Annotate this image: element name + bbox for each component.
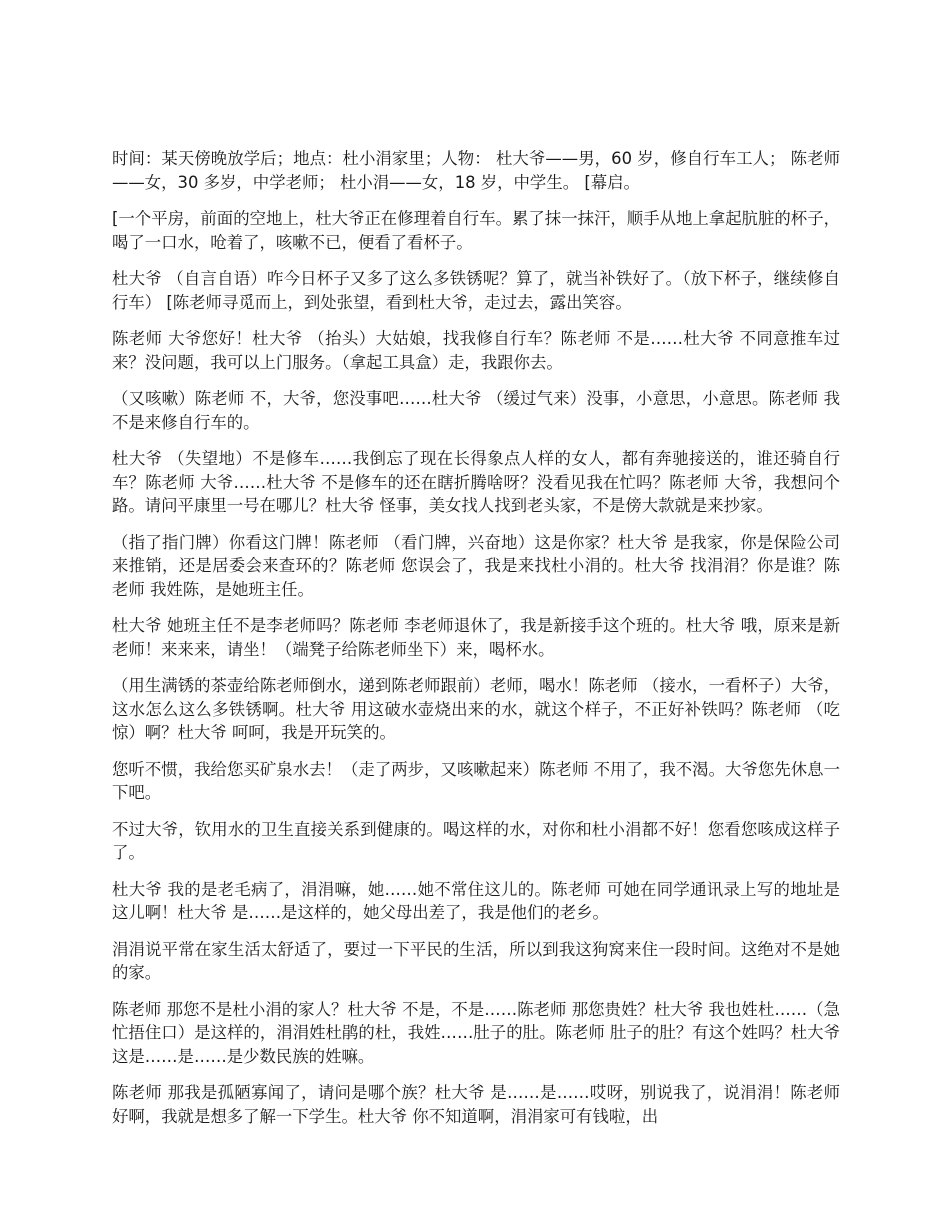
paragraph-3: 杜大爷 （自言自语）咋今日杯子又多了这么多铁锈呢？算了，就当补铁好了。（放下杯子，继续修自行车） [陈老师寻觅而上，到处张望，看到杜大爷，走过去，露出笑容。 <box>112 269 840 312</box>
paragraph-15: 陈老师 那我是孤陋寡闻了，请问是哪个族？杜大爷 是……是……哎呀，别说我了，说涓涓！陈老师 好啊，我就是想多了解一下学生。杜大爷 你不知道啊，涓涓家可有钱啦，出 <box>112 1083 840 1126</box>
paragraph-8: 杜大爷 她班主任不是李老师吗？陈老师 李老师退休了，我是新接手这个班的。杜大爷 哦，原来是新老师！来来来，请坐！（端凳子给陈老师坐下）来，喝杯水。 <box>112 616 840 659</box>
paragraph-7: （指了指门牌）你看这门牌！陈老师 （看门牌，兴奋地）这是你家？杜大爷 是我家，你是保险公司来推销，还是居委会来查环的？陈老师 您误会了，我是来找杜小涓的。杜大爷 找涓涓？你是谁？陈老师 我姓陈，是她班主任。 <box>112 532 840 599</box>
paragraph-14: 陈老师 那您不是杜小涓的家人？杜大爷 不是，不是……陈老师 那您贵姓？杜大爷 我也姓杜……（急忙捂住口）是这样的，涓涓姓杜鹃的杜，我姓……肚子的肚。陈老师 肚子的肚？有这个姓吗？杜大爷 这是……是……是少数民族的姓嘛。 <box>112 999 840 1066</box>
paragraph-11: 不过大爷，钦用水的卫生直接关系到健康的。喝这样的水，对你和杜小涓都不好！您看您咳成这样子了。 <box>112 819 840 862</box>
paragraph-6: 杜大爷 （失望地）不是修车……我倒忘了现在长得象点人样的女人，都有奔驰接送的，谁还骑自行车？陈老师 大爷……杜大爷 不是修车的还在瞎折腾啥呀？没看见我在忙吗？陈老师 大爷，我想问个路。请问平康里一号在哪儿？杜大爷 怪事，美女找人找到老头家，不是傍大款就是来抄家。 <box>112 449 840 515</box>
paragraph-13: 涓涓说平常在家生活太舒适了，要过一下平民的生活，所以到我这狗窝来住一段时间。这绝对不是她的家。 <box>112 939 840 982</box>
paragraph-2: [一个平房，前面的空地上，杜大爷正在修理着自行车。累了抹一抹汗，顺手从地上拿起肮脏的杯子，喝了一口水，呛着了，咳嗽不已，便看了看杯子。 <box>112 209 840 252</box>
paragraph-1: 时间：某天傍晚放学后；地点：杜小涓家里；人物： 杜大爷——男，60 岁，修自行车工人； 陈老师——女，30 多岁，中学老师； 杜小涓——女，18 岁，中学生。 [幕启。 <box>112 149 840 192</box>
paragraph-10: 您听不惯，我给您买矿泉水去！（走了两步，又咳嗽起来）陈老师 不用了，我不渴。大爷您先休息一下吧。 <box>112 759 840 802</box>
paragraph-4: 陈老师 大爷您好！杜大爷 （抬头）大姑娘，找我修自行车？陈老师 不是……杜大爷 不同意推车过来？没问题，我可以上门服务。（拿起工具盒）走，我跟你去。 <box>112 329 840 372</box>
paragraph-9: （用生满锈的茶壶给陈老师倒水，递到陈老师跟前）老师，喝水！陈老师 （接水，一看杯子）大爷，这水怎么这么多铁锈啊。杜大爷 用这破水壶烧出来的水，就这个样子，不正好补铁吗？陈老师 （吃惊）啊？杜大爷 呵呵，我是开玩笑的。 <box>112 676 840 742</box>
paragraph-12: 杜大爷 我的是老毛病了，涓涓嘛，她……她不常住这儿的。陈老师 可她在同学通讯录上写的地址是这儿啊！杜大爷 是……是这样的，她父母出差了，我是他们的老乡。 <box>112 879 840 922</box>
paragraph-5: （又咳嗽）陈老师 不，大爷，您没事吧……杜大爷 （缓过气来）没事，小意思，小意思。陈老师 我不是来修自行车的。 <box>112 389 840 432</box>
document-body <box>112 147 840 1141</box>
